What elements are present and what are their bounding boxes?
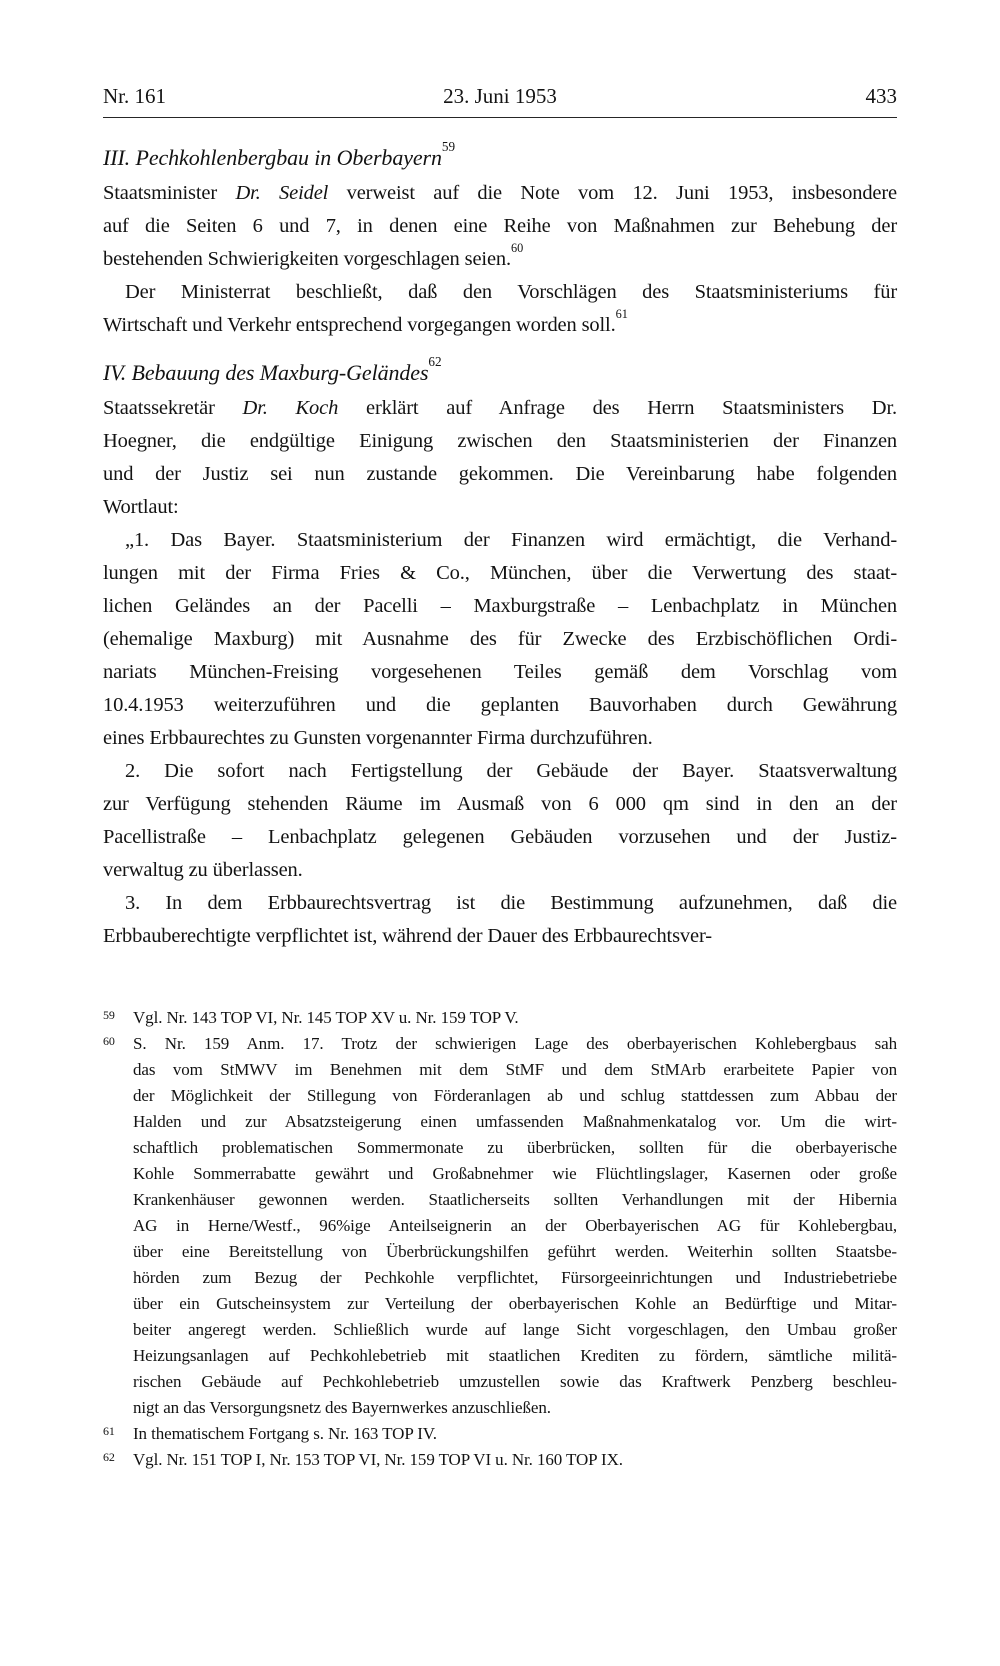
text-line: über eine Bereitstellung von Überbrückungshilfen geführt werden. Weiterhin sollten Staatsbe- [133,1242,897,1261]
header-date: 23. Juni 1953 [443,84,557,108]
page-content [103,84,897,1473]
text-line: 3. In dem Erbbaurechtsvertrag ist die Bestimmung aufzunehmen, daß die [125,892,897,914]
section-heading-iv: IV. Bebauung des Maxburg-Geländes$^{62}$ [103,354,442,385]
text-line: Wirtschaft und Verkehr entsprechend vorgegangen worden soll.$^{61}$ [103,307,628,336]
footnote-text [133,1031,897,1421]
paragraph-ministerrat-beschluss [103,276,897,342]
footnote-text [133,1005,897,1031]
text-line: rischen Gebäude auf Pechkohlebetrieb umzustellen sowie das Kraftwerk Penzberg beschleu- [133,1372,897,1391]
page-header [103,84,897,108]
text-line: Vgl. Nr. 151 TOP I, Nr. 153 TOP VI, Nr. 159 TOP VI u. Nr. 160 TOP IX. [133,1450,623,1469]
text-line: auf die Seiten 6 und 7, in denen eine Reihe von Maßnahmen zur Behebung der [103,215,897,237]
text-line: Pacellistraße – Lenbachplatz gelegenen Gebäuden vorzusehen und der Justiz- [103,826,897,848]
footnote-number: 61 [103,1424,115,1438]
footnote-number: 60 [103,1034,115,1048]
footnote-60 [103,1031,897,1421]
text-line: zur Verfügung stehenden Räume im Ausmaß von 6 000 qm sind in den an der [103,793,897,815]
text-line: Halden und zur Absatzsteigerung einen umfassenden Maßnahmenkatalog vor. Um die wirt- [133,1112,897,1131]
section-heading-iii: III. Pechkohlenbergbau in Oberbayern$^{59}$ [103,139,456,170]
header-rule [103,117,897,118]
header-issue-number: Nr. 161 [103,84,166,108]
paragraph-vereinbarung-punkt-1 [103,524,897,755]
text-line: Erbbauberechtigte verpflichtet ist, während der Dauer des Erbbaurechtsver- [103,925,712,947]
footnote-text [133,1447,897,1473]
text-line: „1. Das Bayer. Staatsministerium der Finanzen wird ermächtigt, die Verhand- [125,529,897,551]
footnotes-block [103,1005,897,1473]
text-line: der Möglichkeit der Stillegung von Förderanlagen ab und schlug stattdessen zum Abbau der [133,1086,897,1105]
text-line: Vgl. Nr. 143 TOP VI, Nr. 145 TOP XV u. Nr. 159 TOP V. [133,1008,519,1027]
text-line: Staatssekretär Dr. Koch erklärt auf Anfrage des Herrn Staatsministers Dr. [103,397,897,419]
text-line: Staatsminister Dr. Seidel verweist auf die Note vom 12. Juni 1953, insbesondere [103,182,897,204]
footnote-62 [103,1447,897,1473]
text-line: lichen Geländes an der Pacelli – Maxburgstraße – Lenbachplatz in München [103,595,897,617]
paragraph-koch-erklaerung [103,392,897,524]
text-line: über ein Gutscheinsystem zur Verteilung der oberbayerischen Kohle an Bedürftige und Mitar- [133,1294,897,1313]
header-page-number: 433 [865,84,898,108]
text-line: lungen mit der Firma Fries & Co., München, über die Verwertung des staat- [103,562,897,584]
text-line: Krankenhäuser gewonnen werden. Staatlicherseits sollten Verhandlungen mit der Hibernia [133,1190,897,1209]
footnote-number: 59 [103,1008,115,1022]
paragraph-seidel-note [103,177,897,276]
footnote-59 [103,1005,897,1031]
text-line: beiter angeregt werden. Schließlich wurde auf lange Sicht vorgeschlagen, den Umbau großer [133,1320,897,1339]
text-line: Heizungsanlagen auf Pechkohlebetrieb mit staatlichen Krediten zu fördern, sämtliche militä- [133,1346,897,1365]
text-line: und der Justiz sei nun zustande gekommen. Die Vereinbarung habe folgenden [103,463,897,485]
text-line: nigt an das Versorgungsnetz des Bayernwerkes anzuschließen. [133,1398,551,1417]
text-line: schaftlich problematischen Sommermonate zu überbrücken, sollten für die oberbayerische [133,1138,897,1157]
text-line: eines Erbbaurechtes zu Gunsten vorgenannter Firma durchzuführen. [103,727,653,749]
text-line: (ehemalige Maxburg) mit Ausnahme des für Zwecke des Erzbischöflichen Ordi- [103,628,897,650]
text-line: 10.4.1953 weiterzuführen und die geplanten Bauvorhaben durch Gewährung [103,694,897,716]
text-line: Wortlaut: [103,496,179,518]
paragraph-vereinbarung-punkt-3 [103,887,897,953]
text-line: verwaltug zu überlassen. [103,859,303,881]
text-line: bestehenden Schwierigkeiten vorgeschlagen seien.$^{60}$ [103,241,524,270]
text-line: Hoegner, die endgültige Einigung zwischen den Staatsministerien der Finanzen [103,430,897,452]
footnote-text [133,1421,897,1447]
text-line: hörden zum Bezug der Pechkohle verpflichtet, Fürsorgeeinrichtungen und Industriebetriebe [133,1268,897,1287]
text-line: 2. Die sofort nach Fertigstellung der Gebäude der Bayer. Staatsverwaltung [125,760,897,782]
text-line: Kohle Sommerrabatte gewährt und Großabnehmer wie Flüchtlingslager, Kasernen oder große [133,1164,897,1183]
footnote-number: 62 [103,1450,115,1464]
text-line: das vom StMWV im Benehmen mit dem StMF und dem StMArb erarbeitete Papier von [133,1060,897,1079]
text-line: In thematischem Fortgang s. Nr. 163 TOP IV. [133,1424,437,1443]
text-line: S. Nr. 159 Anm. 17. Trotz der schwierigen Lage des oberbayerischen Kohlebergbaus sah [133,1034,897,1053]
paragraph-vereinbarung-punkt-2 [103,755,897,887]
footnote-61 [103,1421,897,1447]
text-line: Der Ministerrat beschließt, daß den Vorschlägen des Staatsministeriums für [125,281,897,303]
text-line: nariats München-Freising vorgesehenen Teiles gemäß dem Vorschlag vom [103,661,897,683]
text-line: AG in Herne/Westf., 96%ige Anteilseignerin an der Oberbayerischen AG für Kohlebergbau, [133,1216,897,1235]
